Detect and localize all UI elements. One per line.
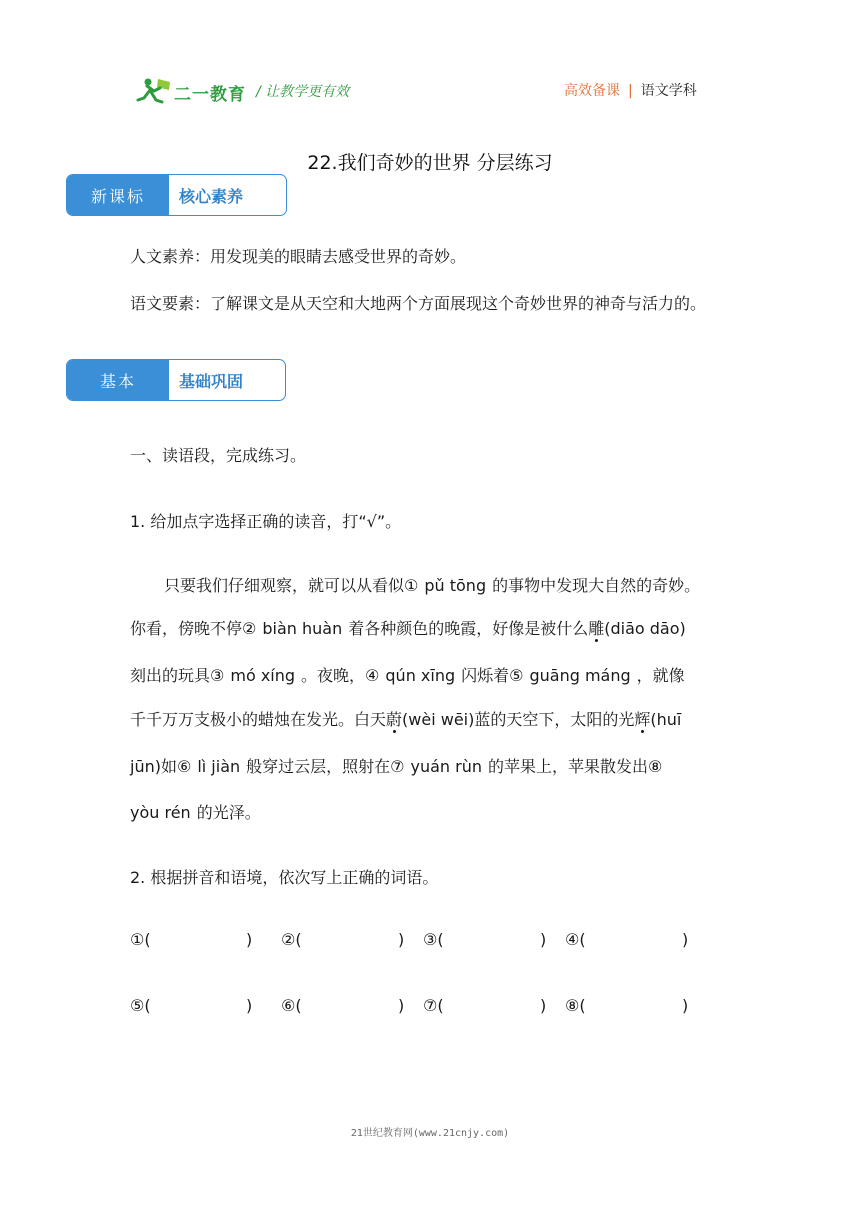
section-tag-basic	[66, 359, 286, 401]
dotted-char: 辉	[634, 707, 650, 730]
passage-line: jūn)如⑥ lì jiàn 般穿过云层，照射在⑦ yuán rùn 的苹果上，苹果散发出⑧	[130, 757, 663, 776]
section-tag-left: 基本	[67, 360, 169, 400]
answer-blank-close: )	[398, 996, 405, 1015]
pinyin: pǔ tōng	[424, 576, 487, 595]
question-1: 1. 给加点字选择正确的读音，打“√”。	[130, 512, 402, 531]
exercise-heading: 一、读语段，完成练习。	[130, 446, 307, 465]
answer-blank-1[interactable]: ①(	[130, 930, 151, 949]
answer-blank-close: )	[540, 930, 547, 949]
dotted-char: 蔚	[386, 707, 402, 730]
answer-blank-close: )	[682, 996, 689, 1015]
passage-line: 你看，傍晚不停② biàn huàn 着各种颜色的晚霞，好像是被什么雕(diāo dāo)	[130, 616, 686, 639]
logo	[136, 76, 246, 106]
dotted-char: 雕	[588, 616, 604, 639]
answer-blank-close: )	[540, 996, 547, 1015]
answer-blank-close: )	[246, 930, 253, 949]
header-divider: |	[628, 83, 633, 99]
pinyin: biàn huàn	[262, 619, 343, 638]
section-tag-right: 核心素养	[179, 186, 244, 206]
answer-blank-8[interactable]: ⑧(	[565, 996, 586, 1015]
header-tag-prep: 高效备课	[564, 83, 620, 99]
pinyin: lì jiàn	[197, 757, 241, 776]
pinyin: yuán rùn	[410, 757, 482, 776]
runner-logo-icon	[136, 76, 176, 106]
slogan: / 让教学更有效	[256, 84, 350, 100]
logo-text: 二一教育	[174, 85, 246, 105]
answer-blank-5[interactable]: ⑤(	[130, 996, 151, 1015]
passage-line: 只要我们仔细观察，就可以从看似① pǔ tōng 的事物中发现大自然的奇妙。	[164, 576, 701, 595]
header-tags	[564, 80, 697, 100]
section-tag-core	[66, 174, 287, 216]
answer-blank-close: )	[246, 996, 253, 1015]
answer-blank-7[interactable]: ⑦(	[423, 996, 444, 1015]
page-footer: 21世纪教育网(www.21cnjy.com)	[350, 1128, 510, 1139]
passage-line: 千千万万支极小的蜡烛在发光。白天蔚(wèi wēi)蓝的天空下，太阳的光辉(huī	[130, 707, 681, 730]
pinyin: qún xīng	[385, 666, 456, 685]
answer-blank-close: )	[682, 930, 689, 949]
section-tag-right: 基础巩固	[179, 371, 244, 391]
answer-blank-2[interactable]: ②(	[281, 930, 302, 949]
language-elements: 语文要素：了解课文是从天空和大地两个方面展现这个奇妙世界的神奇与活力的。	[130, 294, 707, 313]
answer-blank-3[interactable]: ③(	[423, 930, 444, 949]
pinyin: guāng máng	[529, 666, 631, 685]
question-2: 2. 根据拼音和语境，依次写上正确的词语。	[130, 868, 439, 887]
humanistic-literacy: 人文素养：用发现美的眼睛去感受世界的奇妙。	[130, 247, 467, 266]
passage-line: yòu rén 的光泽。	[130, 803, 261, 822]
pinyin: mó xíng	[230, 666, 296, 685]
section-tag-left: 新课标	[67, 175, 169, 215]
pinyin: yòu rén	[130, 803, 191, 822]
page-title: 22.我们奇妙的世界 分层练习	[307, 152, 553, 174]
header-tag-subject: 语文学科	[640, 83, 697, 99]
passage-line: 刻出的玩具③ mó xíng 。夜晚，④ qún xīng 闪烁着⑤ guāng máng ，就像	[130, 666, 685, 685]
answer-blank-close: )	[398, 930, 405, 949]
answer-blank-4[interactable]: ④(	[565, 930, 586, 949]
answer-blank-6[interactable]: ⑥(	[281, 996, 302, 1015]
